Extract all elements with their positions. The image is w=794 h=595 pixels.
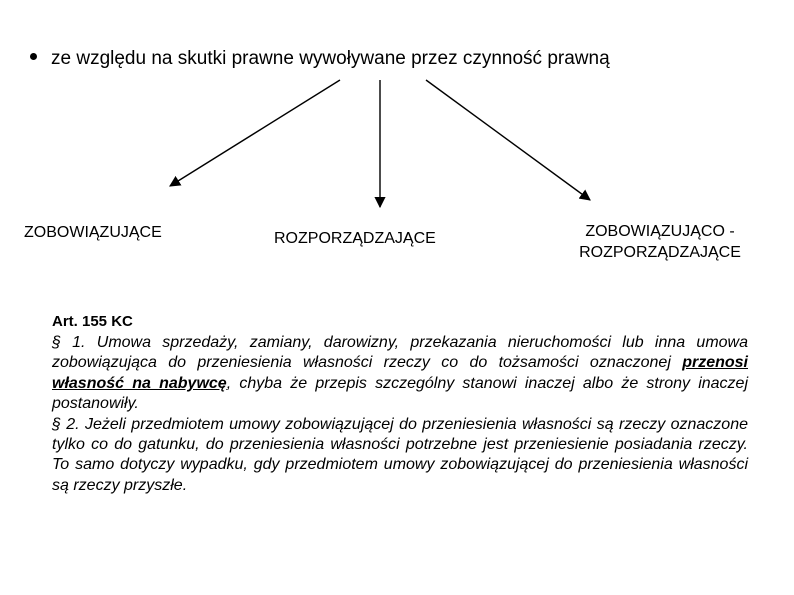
- article-paragraph-2: § 2. Jeżeli przedmiotem umowy zobowiązującej do przeniesienia własności są rzeczy oznaczone tylko co do gatunku, do przeniesienia własności potrzebne jest przeniesienie posiadania rzeczy. To samo dotyczy wypadku, gdy przedmiotem umowy zobowiązującej do przeniesienia własności są rzeczy przyszłe.: [52, 415, 748, 494]
- arrow-right: [426, 80, 590, 200]
- article-p1-underlined: przenosi własność na nabywcę: [52, 354, 748, 392]
- article-p1-part1: § 1. Umowa sprzedaży, zamiany, darowizny, przekazania nieruchomości lub inna umowa zobowiązująca do przeniesienia własności rzeczy co do tożsamości oznaczonej: [52, 334, 748, 372]
- article-title: Art. 155 KC: [52, 313, 133, 330]
- category-obligating-disposing-line2: ROZPORZĄDZAJĄCE: [579, 244, 741, 261]
- category-obligating-disposing: [540, 221, 780, 263]
- arrow-left: [170, 80, 340, 186]
- category-obligating: ZOBOWIĄZUJĄCE: [24, 224, 162, 241]
- article-p1-part2: , chyba że przepis szczególny stanowi inaczej albo że strony inaczej postanowiły.: [52, 374, 748, 413]
- category-obligating-disposing-line1: ZOBOWIĄZUJĄCO -: [585, 223, 735, 240]
- article-paragraph-1: [52, 333, 748, 415]
- heading-text: ze względu na skutki prawne wywoływane przez czynność prawną: [51, 48, 610, 69]
- article-text: [52, 333, 748, 496]
- category-disposing: ROZPORZĄDZAJĄCE: [274, 230, 436, 247]
